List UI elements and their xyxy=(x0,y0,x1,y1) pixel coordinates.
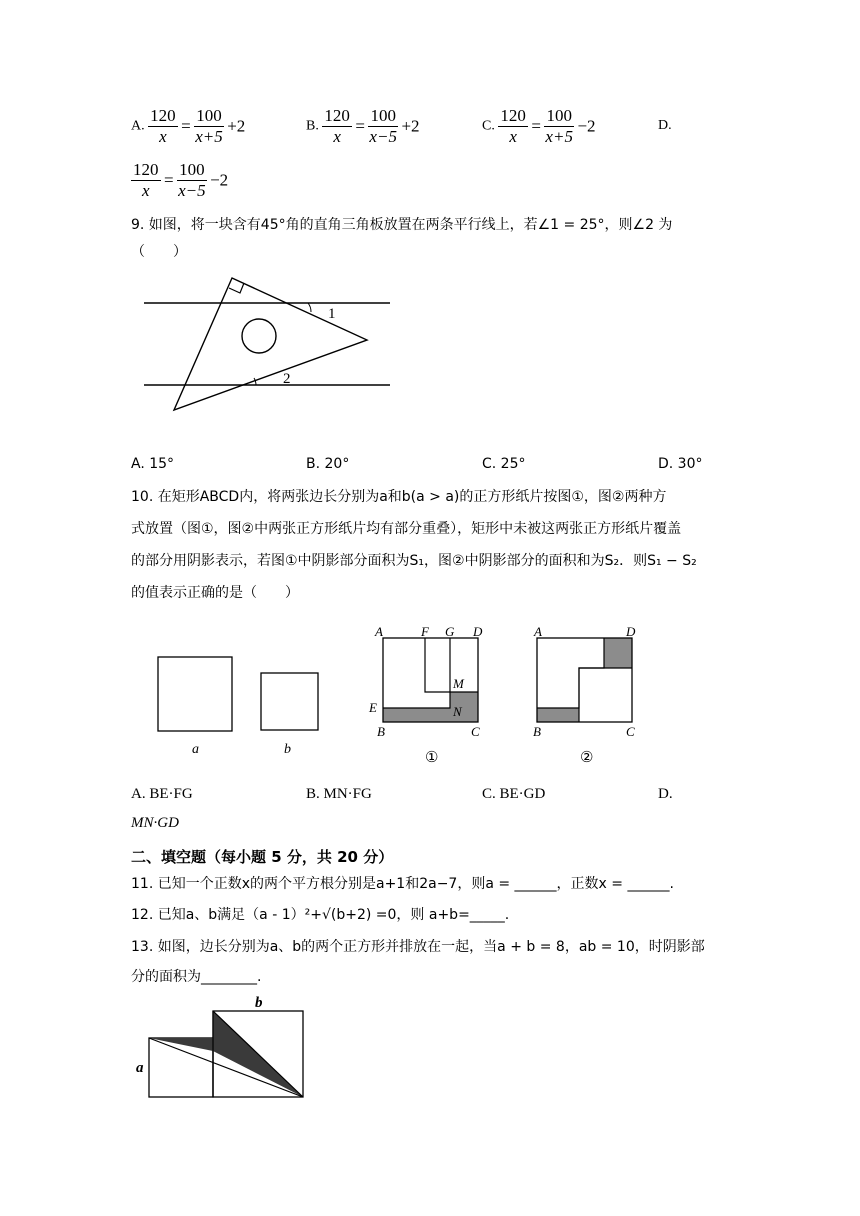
q9-option-c: C. 25° xyxy=(482,456,526,472)
q9-option-a: A. 15° xyxy=(131,456,175,472)
svg-text:A: A xyxy=(534,624,542,639)
q8-option-a: A. $\frac{120}{x}$ = $\frac{100}{x+5}$ +2 xyxy=(131,106,246,146)
svg-text:D: D xyxy=(473,624,483,639)
q10-square-b xyxy=(255,665,330,760)
q8-option-d-label: D. xyxy=(658,118,672,133)
q10-option-d: D. xyxy=(658,786,673,802)
fraction: $\frac{100}{x+5}$ xyxy=(195,106,223,146)
svg-text:B: B xyxy=(533,724,541,739)
svg-text:M: M xyxy=(453,676,464,691)
q10-square-a xyxy=(150,650,245,760)
angle-label-2: 2 xyxy=(283,371,291,387)
q9-option-b: B. 20° xyxy=(306,456,350,472)
q10-stem-line2: 式放置（图①，图②中两张正方形纸片均有部分重叠），矩形中未被这两张正方形纸片覆盖 xyxy=(131,521,682,537)
svg-text:C: C xyxy=(471,724,480,739)
q8-option-c: C. $\frac{120}{x}$ = $\frac{100}{x+5}$ −2 xyxy=(482,106,596,146)
q9-stem-line2: （ ） xyxy=(131,244,187,260)
q9-stem-line1: 9. 如图，将一块含有45°角的直角三角板放置在两条平行线上，若∠1 = 25°，则∠2 为 xyxy=(131,217,673,233)
q10-stem-line1: 10. 在矩形ABCD内，将两张边长分别为a和b(a > a)的正方形纸片按图①，图②两种方 xyxy=(131,489,667,505)
q12-text: 12. 已知a、b满足（a - 1）²+√(b+2) =0，则 a+b=_____. xyxy=(131,907,510,923)
svg-text:①: ① xyxy=(425,750,439,766)
svg-text:D: D xyxy=(626,624,636,639)
q11-text: 11. 已知一个正数x的两个平方根分别是a+1和2a−7，则a = ______，正数x = ______. xyxy=(131,876,674,892)
fraction: $\frac{120}{x}$ xyxy=(150,106,176,146)
q10-figure-1 xyxy=(365,620,495,770)
q10-stem-line4: 的值表示正确的是（ ） xyxy=(131,585,299,601)
svg-text:N: N xyxy=(453,704,462,719)
svg-text:B: B xyxy=(377,724,385,739)
right-angle-mark xyxy=(229,283,244,293)
q13-stem-line2: 分的面积为________. xyxy=(131,969,262,985)
svg-text:②: ② xyxy=(580,750,594,766)
q13-figure xyxy=(130,995,310,1105)
q10-figure-2 xyxy=(522,620,652,770)
label-b: b xyxy=(255,995,263,1011)
q8-option-b: B. $\frac{120}{x}$ = $\frac{100}{x-5}$ +2 xyxy=(306,106,420,146)
q9-option-d: D. 30° xyxy=(658,456,703,472)
label-a: a xyxy=(136,1060,144,1076)
svg-text:E: E xyxy=(369,700,377,715)
q10-option-d-content: MN·GD xyxy=(131,815,179,831)
svg-text:G: G xyxy=(445,624,455,639)
fraction: $\frac{100}{x+5}$ xyxy=(545,106,573,146)
label-b: b xyxy=(284,742,291,757)
triangle-ruler xyxy=(174,278,367,410)
q10-option-c: C. BE·GD xyxy=(482,786,546,802)
triangle-hole xyxy=(242,319,276,353)
fraction: $\frac{120}{x}$ xyxy=(133,160,159,200)
fraction: $\frac{120}{x}$ xyxy=(324,106,350,146)
q10-stem-line3: 的部分用阴影表示，若图①中阴影部分面积为S₁，图②中阴影部分的面积和为S₂．则S₁ − S₂ xyxy=(131,553,697,569)
fraction: $\frac{100}{x-5}$ xyxy=(178,160,206,200)
label-a: a xyxy=(192,742,199,757)
q9-figure xyxy=(130,270,400,420)
fraction: $\frac{120}{x}$ xyxy=(500,106,526,146)
section-heading: 二、填空题（每小题 5 分，共 20 分） xyxy=(131,848,394,866)
q10-option-b: B. MN·FG xyxy=(306,786,372,802)
svg-text:A: A xyxy=(375,624,383,639)
fraction: $\frac{100}{x-5}$ xyxy=(369,106,397,146)
q8-option-d: $\frac{120}{x}$ = $\frac{100}{x-5}$ −2 xyxy=(133,160,229,200)
q10-option-a: A. BE·FG xyxy=(131,786,193,802)
svg-text:F: F xyxy=(421,624,429,639)
svg-text:C: C xyxy=(626,724,635,739)
q13-stem-line1: 13. 如图，边长分别为a、b的两个正方形并排放在一起，当a + b = 8，ab = 10，时阴影部 xyxy=(131,939,705,955)
angle-label-1: 1 xyxy=(328,306,336,322)
